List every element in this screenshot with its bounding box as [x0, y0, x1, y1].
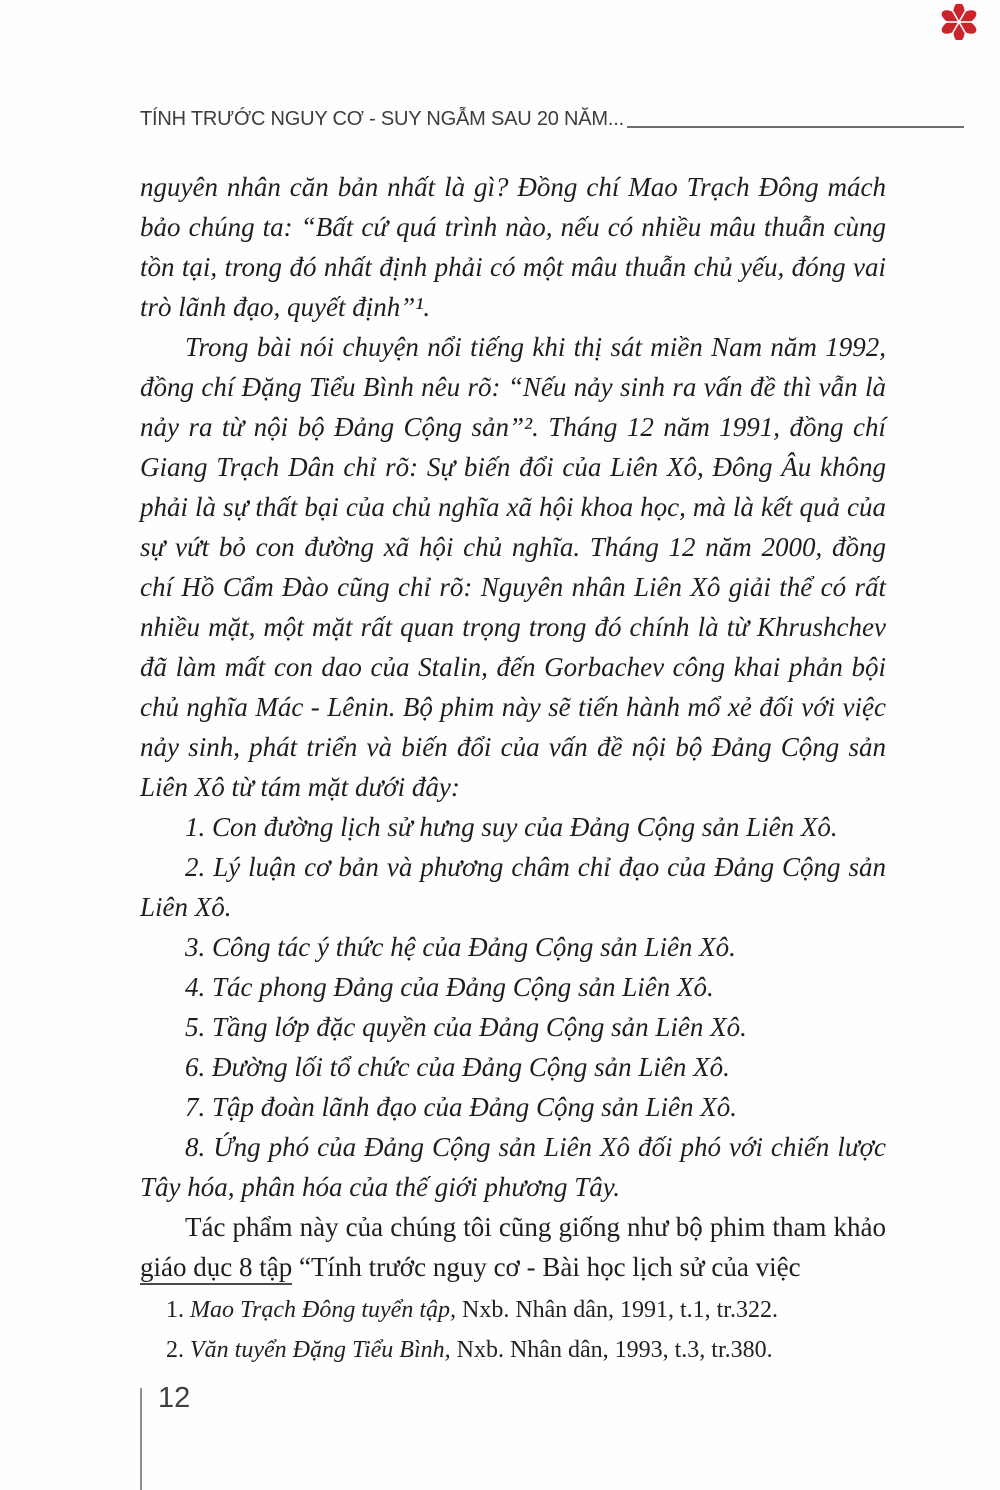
list-item-7: 7. Tập đoàn lãnh đạo của Đảng Cộng sản Liên Xô. [185, 1092, 738, 1122]
body-paragraph-1: nguyên nhân căn bản nhất là gì? Đồng chí Mao Trạch Đông mách bảo chúng ta: “Bất cứ quá trình nào, nếu có nhiều mâu thuẫn cùng tồn tại, trong đó nhất định phải có một mâu thuẫn chủ yếu, đóng vai trò lãnh đạo, quyết định”¹. [140, 172, 886, 322]
list-item-3: 3. Công tác ý thức hệ của Đảng Cộng sản Liên Xô. [185, 932, 736, 962]
running-head [140, 108, 964, 131]
footnotes [140, 1283, 886, 1370]
footnote-1-label: 1. [166, 1297, 190, 1323]
footnote-2-title: Văn tuyển Đặng Tiểu Bình, [190, 1337, 451, 1363]
footnote-1 [140, 1290, 886, 1330]
running-head-title: TÍNH TRƯỚC NGUY CƠ - SUY NGẪM SAU 20 NĂM... [140, 108, 624, 130]
list-item-5: 5. Tầng lớp đặc quyền của Đảng Cộng sản Liên Xô. [185, 1012, 747, 1042]
footnote-separator [140, 1283, 292, 1285]
list-item-1: 1. Con đường lịch sử hưng suy của Đảng Cộng sản Liên Xô. [185, 812, 838, 842]
list-item-4: 4. Tác phong Đảng của Đảng Cộng sản Liên Xô. [185, 972, 714, 1002]
footnote-1-rest: Nxb. Nhân dân, 1991, t.1, tr.322. [455, 1297, 778, 1323]
list-item-6: 6. Đường lối tổ chức của Đảng Cộng sản Liên Xô. [185, 1052, 730, 1082]
footer-vertical-rule [140, 1388, 142, 1490]
list-item-8: 8. Ứng phó của Đảng Cộng sản Liên Xô đối phó với chiến lược Tây hóa, phân hóa của thế giới phương Tây. [140, 1132, 886, 1202]
footnote-1-title: Mao Trạch Đông tuyển tập, [190, 1297, 456, 1323]
flower-ornament-icon [941, 4, 977, 40]
footnote-2-label: 2. [166, 1337, 190, 1363]
body-paragraph-closing: Tác phẩm này của chúng tôi cũng giống như bộ phim tham khảo giáo dục 8 tập “Tính trước nguy cơ - Bài học lịch sử của việc [140, 1212, 886, 1282]
page-number: 12 [158, 1382, 191, 1414]
body-text [140, 167, 886, 1287]
footnote-2 [140, 1330, 886, 1370]
list-item-2: 2. Lý luận cơ bản và phương châm chỉ đạo của Đảng Cộng sản Liên Xô. [140, 852, 886, 922]
body-paragraph-2: Trong bài nói chuyện nổi tiếng khi thị sát miền Nam năm 1992, đồng chí Đặng Tiểu Bình nêu rõ: “Nếu nảy sinh ra vấn đề thì vẫn là nảy ra từ nội bộ Đảng Cộng sản”². Tháng 12 năm 1991, đồng chí Giang Trạch Dân chỉ rõ: Sự biến đổi của Liên Xô, Đông Âu không phải là sự thất bại của chủ nghĩa xã hội khoa học, mà là kết quả của sự vứt bỏ con đường xã hội chủ nghĩa. Tháng 12 năm 2000, đồng chí Hồ Cẩm Đào cũng chỉ rõ: Nguyên nhân Liên Xô giải thể có rất nhiều mặt, một mặt rất quan trọng trong đó chính là từ Khrushchev đã làm mất con dao của Stalin, đến Gorbachev công khai phản bội chủ nghĩa Mác - Lênin. Bộ phim này sẽ tiến hành mổ xẻ đối với việc nảy sinh, phát triển và biến đổi của vấn đề nội bộ Đảng Cộng sản Liên Xô từ tám mặt dưới đây: [140, 332, 886, 802]
running-head-rule [627, 126, 964, 128]
footnote-2-rest: Nxb. Nhân dân, 1993, t.3, tr.380. [450, 1337, 773, 1363]
